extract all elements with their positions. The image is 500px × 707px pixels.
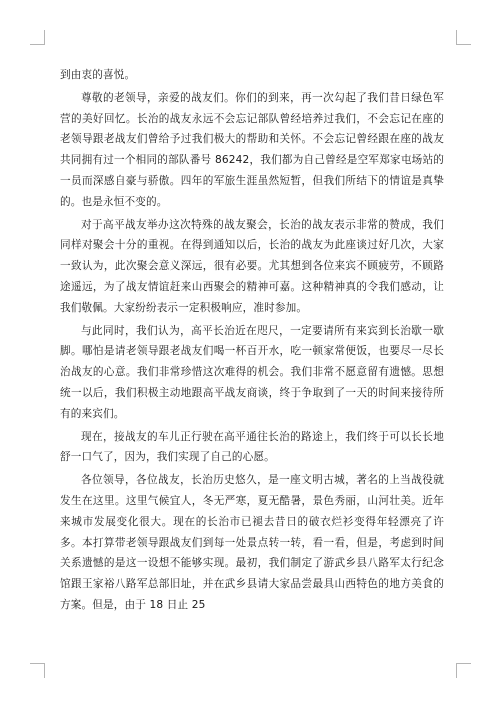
paragraph-arrival: 现在，接战友的车儿正行驶在高平通往长治的路途上，我们终于可以长长地舒一口气了，因为，我们实现了自己的心愿。 [60, 430, 444, 464]
paragraph-greeting: 尊敬的老领导，亲爱的战友们。你们的到来，再一次勾起了我们昔日绿色军营的美好回忆。长治的战友永远不会忘记部队曾经培养过我们，不会忘记在座的老领导跟老战友们曾给予过我们极大的帮助和关怀。不会忘记曾经跟在座的战友共同拥有过一个相同的部队番号 86242，我们都为自己曾经是空军郑家屯场站的一员而深感自豪与骄傲。四年的军旅生涯虽然短暂，但我们所结下的情谊是真挚的。也是永恒不变的。 [60, 91, 444, 208]
document-body [60, 65, 444, 618]
crop-mark-bottom-left [30, 663, 45, 678]
paragraph-invitation: 与此同时，我们认为，高平长治近在咫尺，一定要请所有来宾到长治歇一歇脚。哪怕是请老领导跟老战友们喝一杯百开水，吃一顿家常便饭，也要尽一尽长治战友的心意。我们非常珍惜这次难得的机会。我们非常不愿意留有遗憾。思想统一以后，我们积极主动地跟高平战友商谈，终于争取到了一天的时间来接待所有的来宾们。 [60, 324, 444, 420]
crop-mark-bottom-right [456, 663, 471, 678]
crop-mark-top-left [30, 30, 45, 45]
paragraph-changzhi-history: 各位领导，各位战友，长治历史悠久，是一座文明古城，著名的上当战役就发生在这里。这里气候宜人，冬无严寒，夏无酷暑，景色秀丽，山河壮美。近年来城市发展变化很大。现在的长治市已褪去昔日的破衣烂衫变得年轻漂亮了许多。本打算带老领导跟战友们到每一处景点转一转，看一看，但是，考虑到时间关系遗憾的是这一设想不能够实现。最初，我们制定了游武乡县八路军太行纪念馆跟王家裕八路军总部旧址，并在武乡县请大家品尝最具山西特色的地方美食的方案。但是，由于 18 日止 25 [60, 474, 444, 611]
crop-mark-top-right [456, 30, 471, 45]
paragraph-continuation: 到由衷的喜悦。 [60, 69, 136, 81]
paragraph-gathering-support: 对于高平战友举办这次特殊的战友聚会，长治的战友表示非常的赞成，我们同样对聚会十分的重视。在得到通知以后，长治的战友为此座谈过好几次，大家一致认为，此次聚会意义深远，很有必要。尤其想到各位来宾不顾疲劳，不顾路途遥远，为了战友情谊赶来山西聚会的精神可嘉。这种精神真的令我们感动，让我们敬佩。大家纷纷表示一定积极响应，准时参加。 [60, 218, 444, 314]
